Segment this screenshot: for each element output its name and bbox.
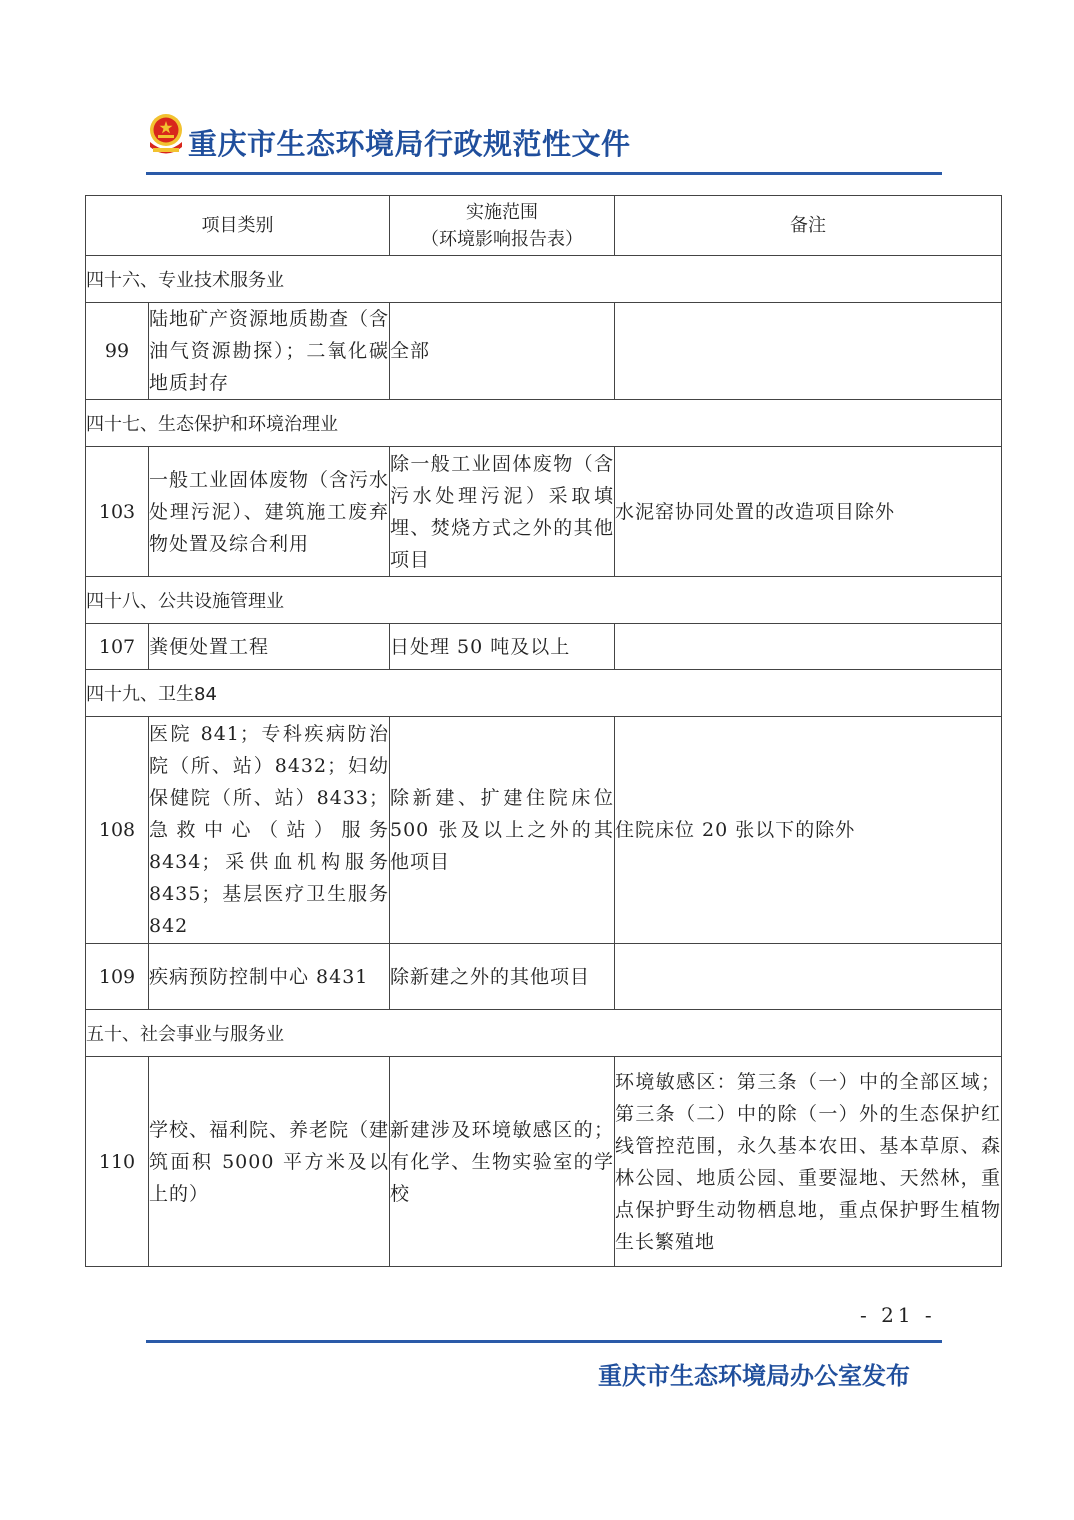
- table-row: [86, 717, 1002, 944]
- column-header-scope: [390, 196, 615, 256]
- row-scope: 日处理 50 吨及以上: [390, 624, 615, 670]
- row-number: 108: [86, 717, 149, 944]
- section-row: [86, 400, 1002, 447]
- row-scope: 除新建、扩建住院床位 500 张及以上之外的其他项目: [390, 717, 615, 944]
- national-emblem-icon: [146, 112, 186, 156]
- column-header-scope-line2: （环境影响报告表）: [421, 228, 583, 250]
- row-number: 103: [86, 447, 149, 577]
- section-title: 五十、社会事业与服务业: [86, 1010, 1002, 1057]
- section-title: 四十六、专业技术服务业: [86, 256, 1002, 303]
- row-number: 99: [86, 303, 149, 400]
- footer-divider: [146, 1340, 942, 1343]
- row-scope: 除新建之外的其他项目: [390, 944, 615, 1010]
- row-category: 粪便处置工程: [149, 624, 390, 670]
- section-row: [86, 670, 1002, 717]
- table-header-row: [86, 196, 1002, 256]
- section-title: 四十九、卫生84: [86, 670, 1002, 717]
- table-row: [86, 624, 1002, 670]
- header-title: 重庆市生态环境局行政规范性文件: [188, 127, 631, 161]
- section-row: [86, 577, 1002, 624]
- table-row: [86, 303, 1002, 400]
- section-row: [86, 1010, 1002, 1057]
- row-note: [615, 944, 1002, 1010]
- row-note: 水泥窑协同处置的改造项目除外: [615, 447, 1002, 577]
- row-category: 陆地矿产资源地质勘查（含油气资源勘探）；二氧化碳地质封存: [149, 303, 390, 400]
- row-number: 107: [86, 624, 149, 670]
- section-title: 四十八、公共设施管理业: [86, 577, 1002, 624]
- column-header-category: 项目类别: [86, 196, 390, 256]
- row-scope: 新建涉及环境敏感区的；有化学、生物实验室的学校: [390, 1057, 615, 1267]
- project-category-table: [85, 195, 1002, 1267]
- header-divider: [146, 172, 942, 175]
- row-note: [615, 624, 1002, 670]
- table-row: [86, 944, 1002, 1010]
- row-category: 疾病预防控制中心 8431: [149, 944, 390, 1010]
- document-header: [146, 108, 942, 180]
- row-number: 110: [86, 1057, 149, 1267]
- section-title: 四十七、生态保护和环境治理业: [86, 400, 1002, 447]
- row-category: 医院 841；专科疾病防治院（所、站）8432；妇幼保健院（所、站）8433；急救中心（站）服务 8434；采供血机构服务 8435；基层医疗卫生服务 842: [149, 717, 390, 944]
- column-header-note: 备注: [615, 196, 1002, 256]
- column-header-scope-line1: 实施范围: [466, 201, 538, 223]
- table-row: [86, 1057, 1002, 1267]
- row-category: 学校、福利院、养老院（建筑面积 5000 平方米及以上的）: [149, 1057, 390, 1267]
- section-row: [86, 256, 1002, 303]
- row-note: 住院床位 20 张以下的除外: [615, 717, 1002, 944]
- row-category: 一般工业固体废物（含污水处理污泥）、建筑施工废弃物处置及综合利用: [149, 447, 390, 577]
- row-scope: 除一般工业固体废物（含污水处理污泥）采取填埋、焚烧方式之外的其他项目: [390, 447, 615, 577]
- table-row: [86, 447, 1002, 577]
- row-note: 环境敏感区：第三条（一）中的全部区域；第三条（二）中的除（一）外的生态保护红线管控范围，永久基本农田、基本草原、森林公园、地质公园、重要湿地、天然林，重点保护野生动物栖息地，重点保护野生植物生长繁殖地: [615, 1057, 1002, 1267]
- row-note: [615, 303, 1002, 400]
- footer-publisher: 重庆市生态环境局办公室发布: [598, 1362, 910, 1390]
- row-scope: 全部: [390, 303, 615, 400]
- row-number: 109: [86, 944, 149, 1010]
- page-number: - 21 -: [860, 1303, 936, 1327]
